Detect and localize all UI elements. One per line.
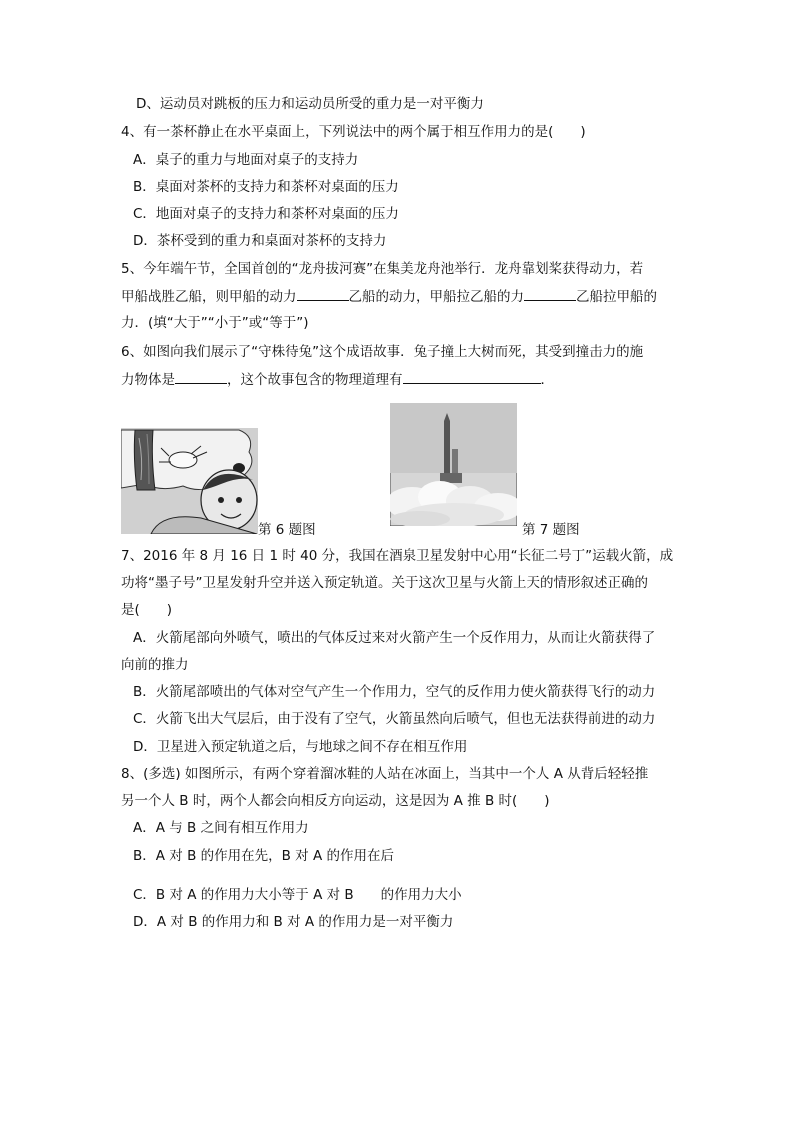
figure-6-cartoon-image: [121, 428, 258, 534]
question-5-line-3: 力．(填“大于”“小于”或“等于”): [121, 315, 309, 331]
q7-option-a-line-2: 向前的推力: [121, 657, 189, 673]
question-6-line-2: [121, 369, 554, 390]
q4-option-d: D．茶杯受到的重力和桌面对茶杯的支持力: [133, 233, 387, 249]
figure-6-caption: 第 6 题图: [258, 522, 316, 538]
q5-blank-2[interactable]: [524, 286, 576, 301]
q6-text-c: ．: [540, 372, 554, 388]
figure-7-caption: 第 7 题图: [522, 522, 580, 538]
q4-option-b: B．桌面对茶杯的支持力和茶杯对桌面的压力: [133, 179, 399, 195]
q8-option-c: C．B 对 A 的作用力大小等于 A 对 B 的作用力大小: [133, 887, 462, 903]
q8-option-a: A．A 与 B 之间有相互作用力: [133, 820, 309, 836]
q8-option-d: D．A 对 B 的作用力和 B 对 A 的作用力是一对平衡力: [133, 914, 454, 930]
q8-option-b: B．A 对 B 的作用在先，B 对 A 的作用在后: [133, 848, 395, 864]
q5-text-b: 乙船的动力，甲船拉乙船的力: [348, 289, 524, 305]
q7-option-d: D．卫星进入预定轨道之后，与地球之间不存在相互作用: [133, 739, 468, 755]
question-7-line-1: 7、2016 年 8 月 16 日 1 时 40 分，我国在酒泉卫星发射中心用“长征二号丁”运载火箭，成: [121, 548, 674, 564]
q4-option-c: C．地面对桌子的支持力和茶杯对桌面的压力: [133, 206, 399, 222]
question-8-line-1: 8、(多选) 如图所示，有两个穿着溜冰鞋的人站在冰面上，当其中一个人 A 从背后轻轻推: [121, 766, 649, 782]
q6-blank-2[interactable]: [403, 369, 541, 384]
question-8-line-2: 另一个人 B 时，两个人都会向相反方向运动，这是因为 A 推 B 时( ): [121, 793, 550, 809]
q5-blank-1[interactable]: [297, 286, 349, 301]
q6-text-a: 力物体是: [121, 372, 175, 388]
question-4: 4、有一茶杯静止在水平桌面上，下列说法中的两个属于相互作用力的是( ): [121, 124, 586, 140]
question-6-line-1: 6、如图向我们展示了“守株待兔”这个成语故事．兔子撞上大树而死，其受到撞击力的施: [121, 344, 644, 360]
q4-option-a: A．桌子的重力与地面对桌子的支持力: [133, 152, 359, 168]
question-5-line-1: 5、今年端午节，全国首创的“龙舟拔河赛”在集美龙舟池举行．龙舟靠划桨获得动力，若: [121, 261, 644, 277]
q6-blank-1[interactable]: [175, 369, 227, 384]
q5-text-a: 甲船战胜乙船，则甲船的动力: [121, 289, 297, 305]
question-5-line-2: [121, 286, 657, 307]
q6-text-b: ，这个故事包含的物理道理有: [227, 372, 403, 388]
question-7-line-3: 是( ): [121, 602, 173, 618]
q7-option-c: C．火箭飞出大气层后，由于没有了空气，火箭虽然向后喷气，但也无法获得前进的动力: [133, 711, 656, 727]
q7-option-b: B．火箭尾部喷出的气体对空气产生一个作用力，空气的反作用力使火箭获得飞行的动力: [133, 684, 656, 700]
q5-text-c: 乙船拉甲船的: [576, 289, 657, 305]
q3-option-d: D、运动员对跳板的压力和运动员所受的重力是一对平衡力: [136, 96, 484, 112]
question-7-line-2: 功将“墨子号”卫星发射升空并送入预定轨道。关于这次卫星与火箭上天的情形叙述正确的: [121, 575, 648, 591]
figure-7-rocket-image: [390, 403, 517, 526]
q7-option-a-line-1: A．火箭尾部向外喷气，喷出的气体反过来对火箭产生一个反作用力，从而让火箭获得了: [133, 630, 656, 646]
